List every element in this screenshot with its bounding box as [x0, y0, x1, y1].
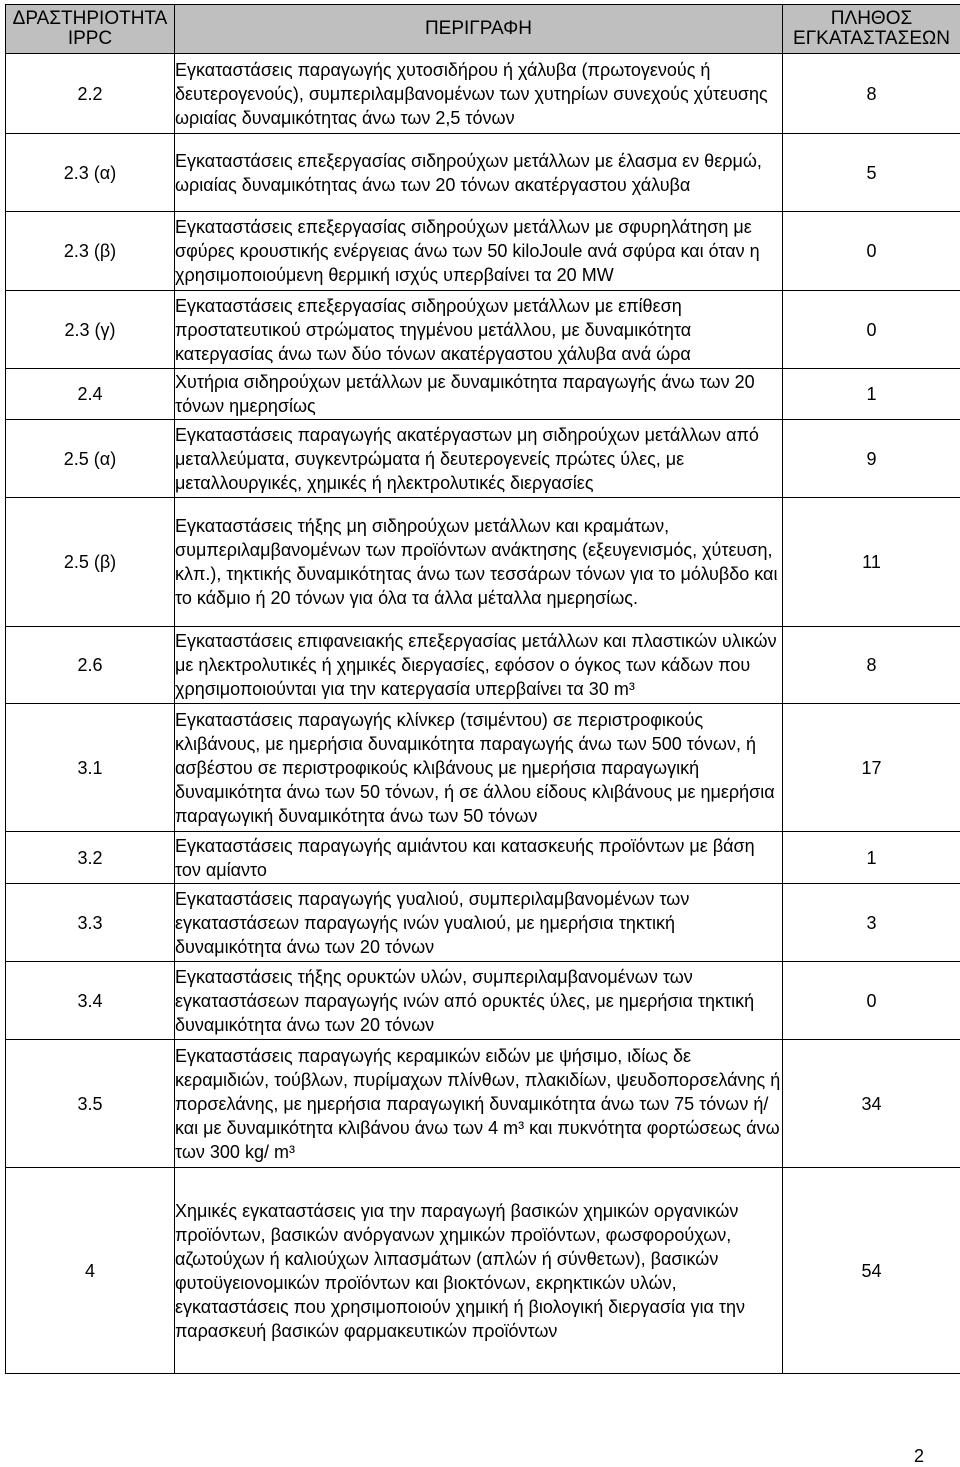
activity-description: Εγκαταστάσεις τήξης ορυκτών υλών, συμπεριλαμβανομένων των εγκαταστάσεων παραγωγής ινών από ορυκτές ύλες, με ημερήσια τηκτική δυναμικότητα άνω των 20 τόνων: [175, 962, 783, 1040]
activity-code: 2.5 (β): [6, 498, 175, 627]
installation-count: 1: [783, 832, 960, 884]
installation-count: 17: [783, 704, 960, 832]
activity-description: Χημικές εγκαταστάσεις για την παραγωγή βασικών χημικών οργανικών προϊόντων, βασικών ανόργανων χημικών προϊόντων, φωσφορούχων, αζωτούχων ή καλιούχων λιπασμάτων (απλών ή σύνθετων), βασικών φυτοϋγειονομικών προϊόντων και βιοκτόνων, εκρηκτικών υλών, εγκαταστάσεις που χρησιμοποιούν χημική ή βιολογική διεργασία για την παρασκευή βασικών φαρμακευτικών προϊόντων: [175, 1168, 783, 1374]
table-header-row: [6, 5, 960, 54]
table-row: [6, 291, 960, 369]
activity-code: 4: [6, 1168, 175, 1374]
activity-description: Εγκαταστάσεις επεξεργασίας σιδηρούχων μετάλλων με σφυρηλάτηση με σφύρες κρουστικής ενέργειας άνω των 50 kiloJoule ανά σφύρα και όταν η χρησιμοποιούμενη θερμική ισχύς υπερβαίνει τα 20 MW: [175, 212, 783, 291]
activity-description: Εγκαταστάσεις επιφανειακής επεξεργασίας μετάλλων και πλαστικών υλικών με ηλεκτρολυτικές ή χημικές διεργασίες, εφόσον ο όγκος των κάδων που χρησιμοποιούνται για την κατεργασία υπερβαίνει τα 30 m³: [175, 627, 783, 704]
ippc-activities-table: [5, 4, 960, 1374]
installation-count: 3: [783, 884, 960, 962]
installation-count: 0: [783, 962, 960, 1040]
table-row: [6, 212, 960, 291]
installation-count: 11: [783, 498, 960, 627]
activity-description: Εγκαταστάσεις παραγωγής ακατέργαστων μη σιδηρούχων μετάλλων από μεταλλεύματα, συγκεντρώματα ή δευτερογενείς πρώτες ύλες, με μεταλλουργικές, χημικές ή ηλεκτρολυτικές διεργασίες: [175, 420, 783, 498]
installation-count: 9: [783, 420, 960, 498]
installation-count: 0: [783, 212, 960, 291]
activity-description: Εγκαταστάσεις επεξεργασίας σιδηρούχων μετάλλων με έλασμα εν θερμώ, ωριαίας δυναμικότητας άνω των 20 τόνων ακατέργαστου χάλυβα: [175, 134, 783, 212]
table-row: [6, 1168, 960, 1374]
table-row: [6, 832, 960, 884]
installation-count: 34: [783, 1040, 960, 1168]
activity-code: 3.5: [6, 1040, 175, 1168]
table-row: [6, 627, 960, 704]
activity-description: Χυτήρια σιδηρούχων μετάλλων με δυναμικότητα παραγωγής άνω των 20 τόνων ημερησίως: [175, 369, 783, 420]
header-activity: ΔΡΑΣΤΗΡΙΟΤΗΤΑ IPPC: [6, 5, 175, 54]
installation-count: 8: [783, 54, 960, 134]
activity-code: 3.4: [6, 962, 175, 1040]
activity-description: Εγκαταστάσεις παραγωγής γυαλιού, συμπεριλαμβανομένων των εγκαταστάσεων παραγωγής ινών γυαλιού, με ημερήσια τηκτική δυναμικότητα άνω των 20 τόνων: [175, 884, 783, 962]
table-row: [6, 54, 960, 134]
table-row: [6, 962, 960, 1040]
table-row: [6, 498, 960, 627]
activity-description: Εγκαταστάσεις επεξεργασίας σιδηρούχων μετάλλων με επίθεση προστατευτικού στρώματος τηγμένου μετάλλου, με δυναμικότητα κατεργασίας άνω των δύο τόνων ακατέργαστου χάλυβα ανά ώρα: [175, 291, 783, 369]
activity-description: Εγκαταστάσεις τήξης μη σιδηρούχων μετάλλων και κραμάτων, συμπεριλαμβανομένων των προϊόντων ανάκτησης (εξευγενισμός, χύτευση, κλπ.), τηκτικής δυναμικότητας άνω των τεσσάρων τόνων για το μόλυβδο και το κάδμιο ή 20 τόνων για όλα τα άλλα μέταλλα ημερησίως.: [175, 498, 783, 627]
activity-code: 2.4: [6, 369, 175, 420]
table-row: [6, 369, 960, 420]
activity-description: Εγκαταστάσεις παραγωγής κεραμικών ειδών με ψήσιμο, ιδίως δε κεραμιδιών, τούβλων, πυρίμαχων πλίνθων, πλακιδίων, ψευδοπορσελάνης ή πορσελάνης, με ημερήσια παραγωγική δυναμικότητα άνω των 75 τόνων ή/και με δυναμικότητα κλιβάνου άνω των 4 m³ και πυκνότητα φορτώσεως άνω των 300 kg/ m³: [175, 1040, 783, 1168]
table-row: [6, 420, 960, 498]
activity-code: 2.2: [6, 54, 175, 134]
header-count: ΠΛΗΘΟΣ ΕΓΚΑΤΑΣΤΑΣΕΩΝ: [783, 5, 960, 54]
table-row: [6, 1040, 960, 1168]
activity-description: Εγκαταστάσεις παραγωγής αμιάντου και κατασκευής προϊόντων με βάση τον αμίαντο: [175, 832, 783, 884]
activity-code: 3.3: [6, 884, 175, 962]
activity-code: 2.3 (γ): [6, 291, 175, 369]
activity-code: 2.3 (α): [6, 134, 175, 212]
installation-count: 54: [783, 1168, 960, 1374]
activity-code: 3.2: [6, 832, 175, 884]
activity-code: 3.1: [6, 704, 175, 832]
installation-count: 0: [783, 291, 960, 369]
activity-description: Εγκαταστάσεις παραγωγής κλίνκερ (τσιμέντου) σε περιστροφικούς κλιβάνους, με ημερήσια δυναμικότητα παραγωγής άνω των 500 τόνων, ή ασβέστου σε περιστροφικούς κλιβάνους με ημερήσια παραγωγική δυναμικότητα άνω των 50 τόνων, ή σε άλλου είδους κλιβάνους με ημερήσια παραγωγική δυναμικότητα άνω των 50 τόνων: [175, 704, 783, 832]
installation-count: 1: [783, 369, 960, 420]
activity-description: Εγκαταστάσεις παραγωγής χυτοσιδήρου ή χάλυβα (πρωτογενούς ή δευτερογενούς), συμπεριλαμβανομένων των χυτηρίων συνεχούς χύτευσης ωριαίας δυναμικότητας άνω των 2,5 τόνων: [175, 54, 783, 134]
page-number: 2: [913, 1446, 924, 1466]
header-description: ΠΕΡΙΓΡΑΦΗ: [175, 5, 783, 54]
table-row: [6, 134, 960, 212]
installation-count: 5: [783, 134, 960, 212]
activity-code: 2.5 (α): [6, 420, 175, 498]
activity-code: 2.6: [6, 627, 175, 704]
table-row: [6, 884, 960, 962]
table-row: [6, 704, 960, 832]
activity-code: 2.3 (β): [6, 212, 175, 291]
installation-count: 8: [783, 627, 960, 704]
